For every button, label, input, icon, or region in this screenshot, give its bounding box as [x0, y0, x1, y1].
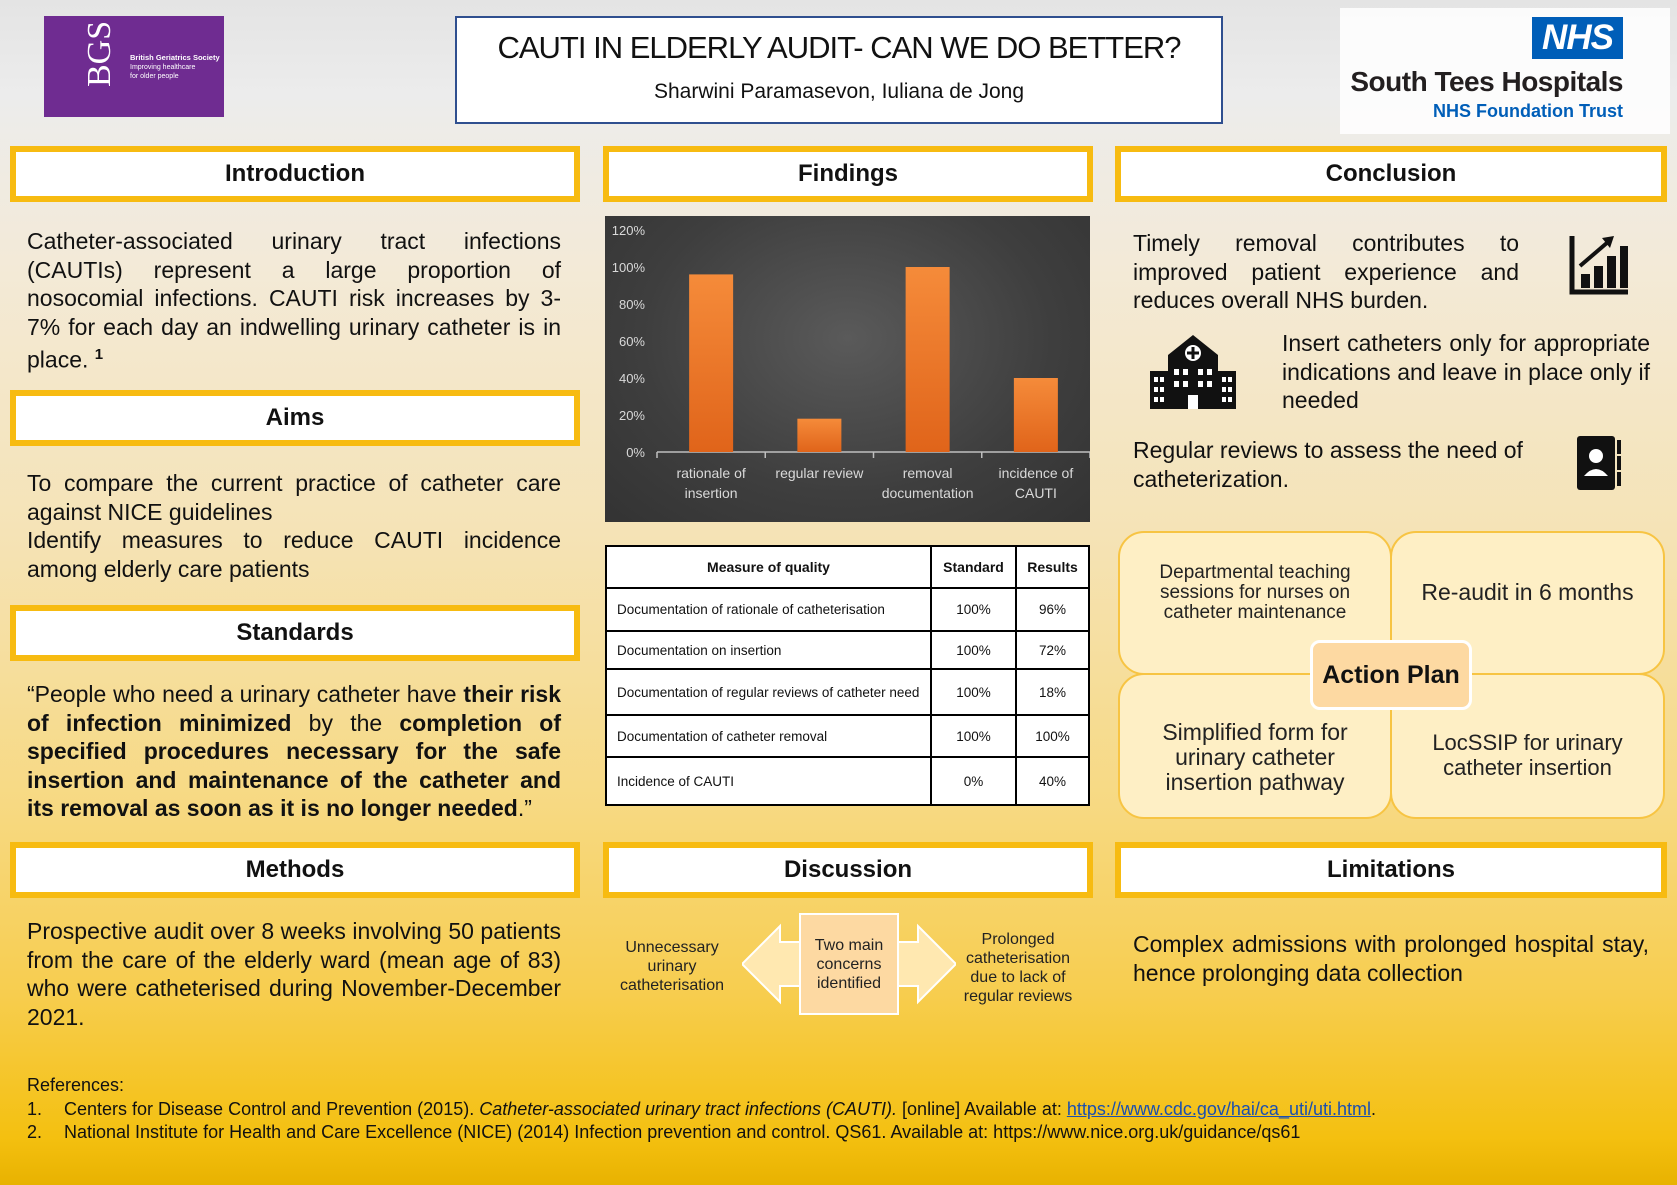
aims-heading: Aims: [10, 390, 580, 446]
x-tick-label: incidence of: [998, 465, 1074, 481]
table-cell-measure: Documentation of catheter removal: [606, 715, 931, 757]
discussion-left-text: Unnecessary urinary catheterisation: [619, 939, 725, 994]
table-header-standard: Standard: [931, 546, 1016, 588]
table-cell-standard: 0%: [931, 757, 1016, 805]
table-cell-standard: 100%: [931, 669, 1016, 715]
limitations-heading: Limitations: [1115, 842, 1667, 898]
action-plan-bottom-right: LocSSIP for urinary catheter insertion: [1390, 673, 1665, 819]
methods-heading: Methods: [10, 842, 580, 898]
findings-bar-chart: [605, 216, 1090, 522]
table-row: [606, 588, 1089, 631]
references: [27, 1074, 1376, 1145]
x-tick-label: documentation: [881, 485, 974, 501]
methods-text: Prospective audit over 8 weeks involving 50 patients from the care of the elderly ward (mean age of 83) who were catheterised during November-December 2021.: [27, 918, 561, 1030]
table-row: [606, 669, 1089, 715]
discussion-heading: Discussion: [603, 842, 1093, 898]
findings-chart: [605, 216, 1090, 522]
action-plan-bottom-left: Simplified form for urinary catheter insertion pathway: [1118, 673, 1392, 819]
bgs-logo-mark: BGS: [81, 20, 118, 87]
conclusion-point-1: Timely removal contributes to improved patient experience and reduces overall NHS burden.: [1133, 230, 1519, 313]
aims-line-1: To compare the current practice of catheter care against NICE guidelines: [27, 470, 561, 525]
y-tick-label: 20%: [618, 408, 645, 423]
aims-text: [27, 469, 561, 583]
bgs-logo-text: British Geriatrics Society Improving healthcare for older people: [130, 52, 220, 80]
reference-item: 1. Centers for Disease Control and Prevention (2015). Catheter-associated urinary tract infections (CAUTI). [online] Available at: https://www.cdc.gov/hai/ca_uti/uti.html.: [27, 1098, 1376, 1119]
aims-line-2: Identify measures to reduce CAUTI incidence among elderly care patients: [27, 527, 561, 582]
bgs-logo: [44, 16, 224, 117]
discussion-center-text: Two main concerns identified: [814, 937, 884, 992]
introduction-text: Catheter-associated urinary tract infections (CAUTIs) represent a large proportion of nosocomial infections. CAUTI risk increases by 3-7% for each day an indwelling urinary catheter is in place. $^1$: [27, 228, 561, 373]
y-tick-label: 120%: [611, 223, 645, 238]
action-plan-center: Action Plan: [1310, 640, 1472, 710]
y-tick-label: 80%: [618, 297, 645, 312]
x-tick-label: removal: [902, 465, 953, 481]
limitations-text: Complex admissions with prolonged hospital stay, hence prolonging data collection: [1133, 931, 1649, 986]
nhs-trust-name: South Tees Hospitals: [1350, 66, 1623, 97]
table-header-row: [606, 546, 1089, 588]
table-row: [606, 715, 1089, 757]
conclusion-point-2: Insert catheters only for appropriate indications and leave in place only if needed: [1282, 330, 1650, 413]
table-header-results: Results: [1016, 546, 1089, 588]
action-plan-top-left: Departmental teaching sessions for nurses on catheter maintenance: [1118, 531, 1392, 675]
contact-book-icon: [1575, 434, 1623, 497]
discussion-right-text: Prolonged catheterisation due to lack of regular reviews: [963, 931, 1073, 1005]
bar-chart-growth-icon: [1568, 232, 1632, 301]
table-cell-result: 18%: [1016, 669, 1089, 715]
x-tick-label: rationale of: [676, 465, 746, 481]
introduction-ref-mark: 1: [94, 346, 104, 363]
table-cell-standard: 100%: [931, 715, 1016, 757]
cdc-reference-link[interactable]: https://www.cdc.gov/hai/ca_uti/uti.html: [1066, 1098, 1371, 1119]
table-cell-measure: Incidence of CAUTI: [606, 757, 931, 805]
nhs-trust-subtitle: NHS Foundation Trust: [1433, 101, 1623, 121]
chart-bar: [689, 274, 733, 452]
table-cell-measure: Documentation on insertion: [606, 631, 931, 669]
table-cell-measure: Documentation of regular reviews of catheter need: [606, 669, 931, 715]
table-header-measure: Measure of quality: [606, 546, 931, 588]
reference-item: 2. National Institute for Health and Care Excellence (NICE) (2014) Infection prevention and control. QS61. Available at: https://www.nice.org.uk/guidance/qs61: [27, 1122, 1301, 1142]
table-row: [606, 631, 1089, 669]
poster-authors: Sharwini Paramasevon, Iuliana de Jong: [653, 80, 1025, 103]
chart-bar: [797, 419, 841, 452]
table-cell-result: 40%: [1016, 757, 1089, 805]
x-tick-label: regular review: [775, 465, 864, 481]
nhs-logo-mark: NHS: [1532, 17, 1623, 59]
conclusion-point-3: Regular reviews to assess the need of catheterization.: [1133, 437, 1523, 492]
table-cell-standard: 100%: [931, 588, 1016, 631]
x-tick-label: CAUTI: [1014, 485, 1057, 501]
standards-text: “People who need a urinary catheter have their risk of infection minimized by the completion of specified procedures necessary for the safe insertion and maintenance of the catheter and its removal as soon as it is no longer needed.”: [27, 681, 562, 821]
table-cell-measure: Documentation of rationale of catheterisation: [606, 588, 931, 631]
table-cell-result: 100%: [1016, 715, 1089, 757]
findings-heading: Findings: [603, 146, 1093, 202]
hospital-icon: [1148, 333, 1238, 414]
x-tick-label: insertion: [684, 485, 738, 501]
introduction-heading: Introduction: [10, 146, 580, 202]
table-cell-result: 96%: [1016, 588, 1089, 631]
nhs-trust-logo: [1340, 8, 1670, 134]
y-tick-label: 0%: [626, 445, 645, 460]
poster-title: CAUTI IN ELDERLY AUDIT- CAN WE DO BETTER?: [497, 30, 1181, 65]
table-cell-result: 72%: [1016, 631, 1089, 669]
references-heading: References:: [27, 1075, 125, 1095]
table-row: [606, 757, 1089, 805]
y-tick-label: 100%: [611, 260, 645, 275]
conclusion-heading: Conclusion: [1115, 146, 1667, 202]
chart-bar: [906, 267, 950, 452]
chart-bar: [1014, 378, 1058, 452]
table-cell-standard: 100%: [931, 631, 1016, 669]
y-tick-label: 40%: [618, 371, 645, 386]
y-tick-label: 60%: [618, 334, 645, 349]
standards-heading: Standards: [10, 605, 580, 661]
quality-measures-table: [605, 545, 1090, 806]
title-box: [455, 16, 1223, 124]
action-plan-top-right: Re-audit in 6 months: [1390, 531, 1665, 675]
